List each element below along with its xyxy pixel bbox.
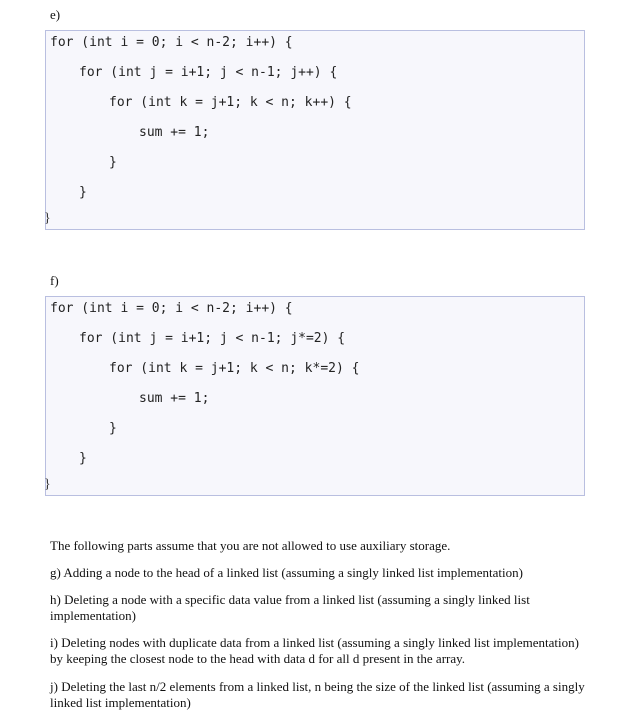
code-block-f [45, 296, 585, 496]
code-line-middle-loop: for (int j = i+1; j < n-1; j*=2) { [79, 331, 346, 346]
code-line-close-inner: } [109, 155, 117, 170]
code-line-inner-loop: for (int k = j+1; k < n; k++) { [109, 95, 352, 110]
section-f-label: f) [50, 273, 59, 288]
code-line-inner-loop: for (int k = j+1; k < n; k*=2) { [109, 361, 360, 376]
code-line-middle-loop: for (int j = i+1; j < n-1; j++) { [79, 65, 338, 80]
question-i: i) Deleting nodes with duplicate data from a linked list (assuming a singly linked list implementation) by keeping the closest node to the head with data d for all d present in the array. [50, 635, 579, 666]
code-line-close-outer: } [44, 477, 51, 492]
code-block-e [45, 30, 585, 230]
section-e-label: e) [50, 7, 61, 22]
code-line-close-middle: } [79, 451, 87, 466]
code-line-outer-loop: for (int i = 0; i < n-2; i++) { [50, 35, 293, 50]
question-j: j) Deleting the last n/2 elements from a linked list, n being the size of the linked list (assuming a singly linked list implementation) [50, 679, 585, 710]
code-line-close-outer: } [44, 211, 51, 226]
code-line-body: sum += 1; [139, 391, 210, 406]
code-line-outer-loop: for (int i = 0; i < n-2; i++) { [50, 301, 293, 316]
code-line-body: sum += 1; [139, 125, 210, 140]
code-line-close-middle: } [79, 185, 87, 200]
question-g: g) Adding a node to the head of a linked list (assuming a singly linked list implementation) [50, 565, 523, 580]
question-h: h) Deleting a node with a specific data value from a linked list (assuming a singly linked list implementation) [50, 592, 530, 623]
intro-paragraph: The following parts assume that you are not allowed to use auxiliary storage. [50, 538, 451, 553]
code-line-close-inner: } [109, 421, 117, 436]
